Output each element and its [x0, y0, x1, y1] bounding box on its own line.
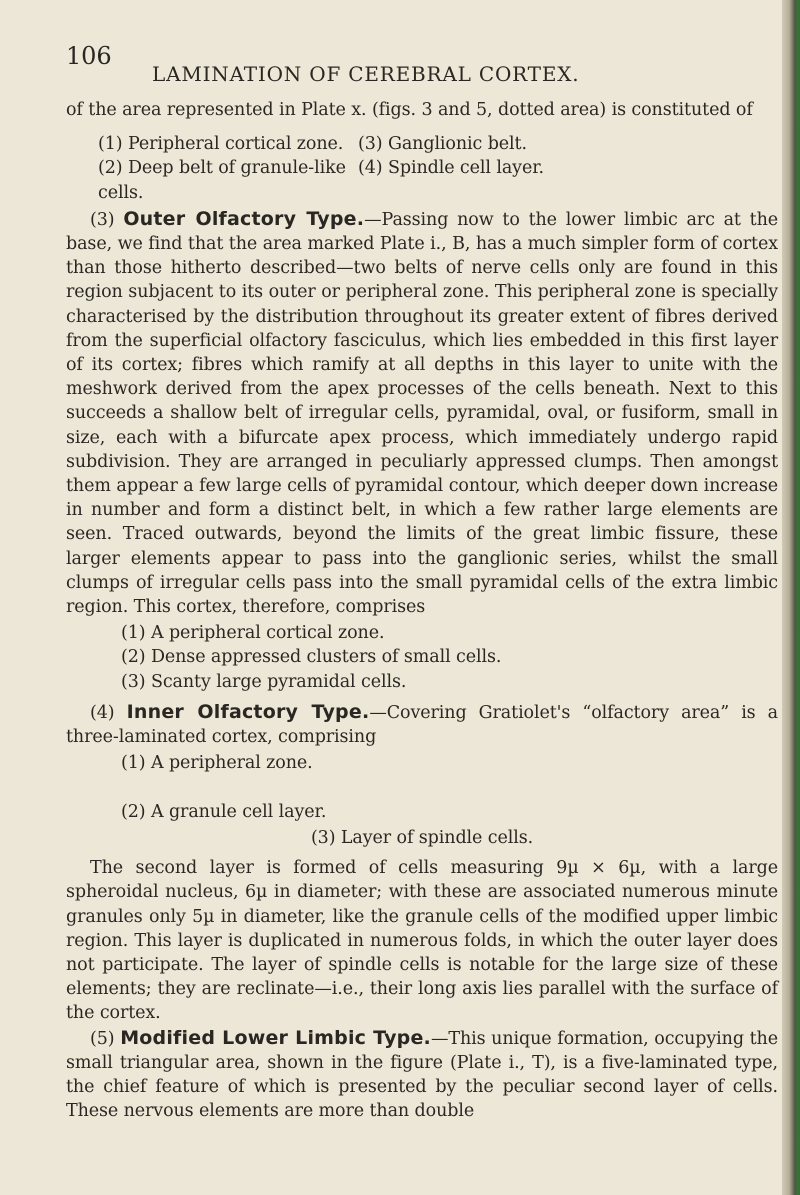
section-body: —This unique formation, occupying the small triangular area, shown in the figure (Plate i., T), is a five-laminated type, the chief feature of which is presented by the peculiar second layer of cells. These nervous elements are more than double — [66, 1028, 778, 1122]
list-row — [121, 751, 778, 824]
running-title: LAMINATION OF CEREBRAL CORTEX. — [152, 62, 580, 86]
section-inner-olfactory — [66, 700, 778, 749]
section-body: —Covering Gratiolet's “olfactory area” is a three-laminated cortex, comprising — [66, 702, 778, 748]
list-item: (1) Peripheral cortical zone. — [98, 134, 344, 155]
section-heading: Inner Olfactory Type. — [126, 700, 370, 723]
layer-list-1 — [66, 132, 778, 205]
section-number: (3) — [90, 209, 115, 230]
section-modified-lower-limbic — [66, 1026, 778, 1124]
list-item: (4) Spindle cell layer. — [358, 158, 545, 179]
section-heading: Modified Lower Limbic Type. — [120, 1026, 431, 1049]
section-heading: Outer Olfactory Type. — [123, 207, 365, 230]
list-item: (2) A granule cell layer. — [121, 801, 327, 822]
list-item: (1) A peripheral cortical zone. — [121, 623, 385, 644]
intro-paragraph: of the area represented in Plate x. (figs. 3 and 5, dotted area) is constituted of — [66, 100, 753, 120]
layer-list-3 — [66, 751, 778, 824]
list-item: (3) Ganglionic belt. — [358, 134, 527, 155]
list-item: (2) Deep belt of granule-like cells. — [98, 158, 346, 203]
paragraph-second-layer: The second layer is formed of cells measuring 9µ × 6µ, with a large spheroidal nucleus, 6µ in diameter; with these are associated numerous minute granules only 5µ in diameter, like the granule cells of the modified upper limbic region. This layer is duplicated in numerous folds, in which the outer layer does not participate. The layer of spindle cells is notable for the large size of these elements; they are reclinate—i.e., their long axis lies parallel with the surface of the cortex. — [66, 858, 778, 1024]
page-number: 106 — [66, 42, 112, 70]
page-edge — [782, 0, 800, 1195]
section-body: —Passing now to the lower limbic arc at the base, we find that the area marked Plate i., B, has a much simpler form of cortex than those hitherto described—two belts of nerve cells only are found in this region subjacent to its outer or peripheral zone. This peripheral zone is specially characterised by the distribution throughout its greater extent of fibres derived from the superficial olfactory fasciculus, which lies embedded in this first layer of its cortex; fibres which ramify at all depths in this layer to unite with the meshwork derived from the apex processes of the cells beneath. Next to this succeeds a shallow belt of irregular cells, pyramidal, oval, or fusiform, small in size, each with a bifurcate apex process, which immediately undergo rapid subdivision. They are arranged in peculiarly appressed clumps. Then amongst them appear a few large cells of pyramidal contour, which deeper down increase in number and form a distinct belt, in which a few rather large elements are seen. Traced outwards, beyond the limits of the great limbic fissure, these larger elements appear to pass into the ganglionic series, whilst the small clumps of irregular cells pass into the small pyramidal cells of the extra limbic region. This cortex, therefore, comprises — [66, 209, 779, 618]
list-item: (2) Dense appressed clusters of small cells. — [121, 647, 502, 668]
page-content — [66, 42, 779, 1123]
list-item: (1) A peripheral zone. — [121, 753, 313, 774]
section-number: (5) — [90, 1028, 115, 1049]
layer-list-2 — [66, 621, 778, 694]
list-item-centered: (3) Layer of spindle cells. — [310, 827, 534, 848]
list-item: (3) Scanty large pyramidal cells. — [121, 671, 407, 692]
section-number: (4) — [90, 702, 115, 723]
section-outer-olfactory — [66, 207, 778, 619]
running-head — [66, 42, 778, 98]
